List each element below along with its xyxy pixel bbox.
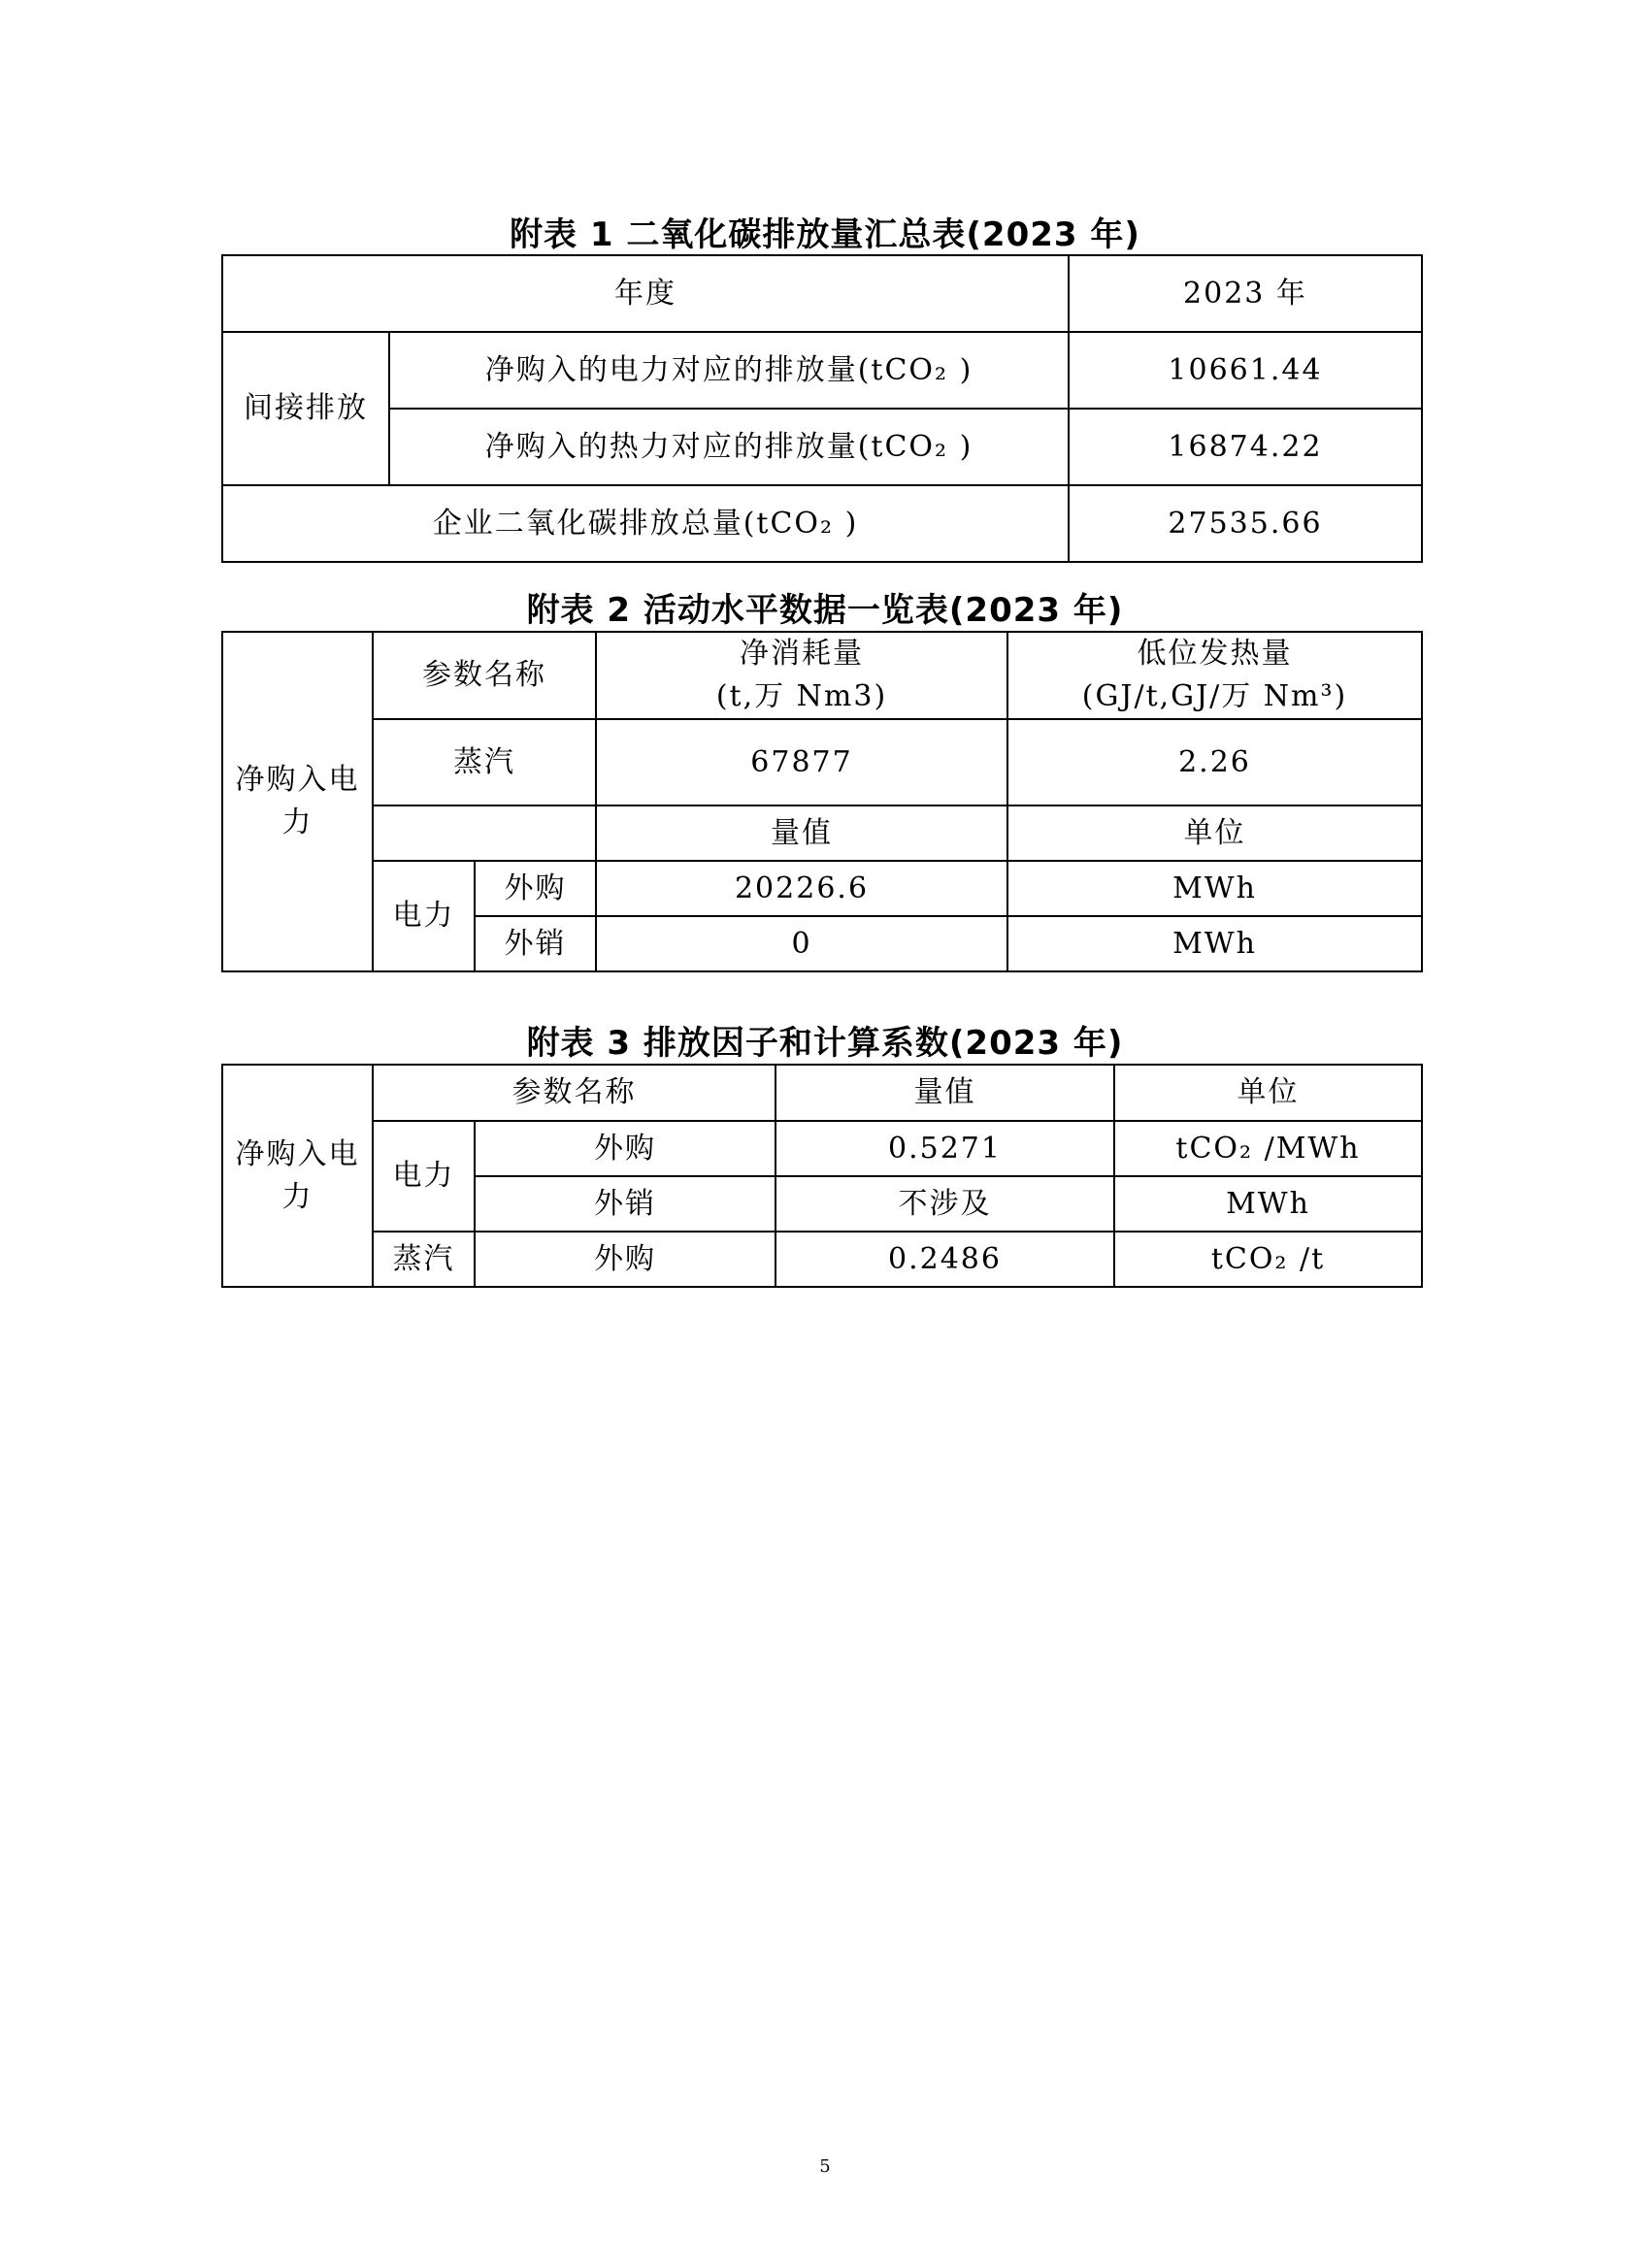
total-emission-label: 企业二氧化碳排放总量(tCO₂ ) bbox=[222, 485, 1069, 562]
sale-factor-unit: MWh bbox=[1114, 1176, 1422, 1232]
group-label-line2: 力 bbox=[281, 805, 314, 839]
steam-consumption-value: 67877 bbox=[596, 719, 1007, 805]
table-row bbox=[222, 255, 1422, 332]
purchase-factor-value: 0.5271 bbox=[776, 1121, 1114, 1176]
steam-purchase-label: 外购 bbox=[475, 1232, 776, 1287]
group-label-line1: 净购入电 bbox=[235, 1136, 360, 1171]
page-number: 5 bbox=[819, 2156, 831, 2177]
purchase-value: 20226.6 bbox=[596, 861, 1007, 916]
indirect-emission-label: 间接排放 bbox=[222, 332, 389, 485]
param-name-header: 参数名称 bbox=[373, 632, 596, 719]
table-row bbox=[222, 409, 1422, 485]
steam-factor-unit: tCO₂ /t bbox=[1114, 1232, 1422, 1287]
power-label: 电力 bbox=[373, 1121, 475, 1232]
calorific-header-line2: (GJ/t,GJ/万 Nm³) bbox=[1081, 679, 1348, 713]
quantity-header: 量值 bbox=[776, 1065, 1114, 1121]
emission-factor-table bbox=[221, 1064, 1423, 1288]
unit-header: 单位 bbox=[1114, 1065, 1422, 1121]
table-row bbox=[222, 632, 1422, 719]
table-row bbox=[222, 861, 1422, 916]
net-consumption-header bbox=[596, 632, 1007, 719]
steam-calorific-value: 2.26 bbox=[1007, 719, 1422, 805]
table-row bbox=[222, 485, 1422, 562]
heat-emission-value: 16874.22 bbox=[1069, 409, 1422, 485]
table-row bbox=[222, 719, 1422, 805]
sale-value: 0 bbox=[596, 916, 1007, 971]
electricity-emission-label: 净购入的电力对应的排放量(tCO₂ ) bbox=[389, 332, 1069, 409]
purchase-factor-unit: tCO₂ /MWh bbox=[1114, 1121, 1422, 1176]
steam-label: 蒸汽 bbox=[373, 1232, 475, 1287]
table-row bbox=[222, 805, 1422, 861]
year-value-cell: 2023 年 bbox=[1069, 255, 1422, 332]
purchase-label: 外购 bbox=[475, 1121, 776, 1176]
steam-label: 蒸汽 bbox=[373, 719, 596, 805]
emission-summary-table bbox=[221, 254, 1423, 563]
table-row bbox=[222, 332, 1422, 409]
quantity-header: 量值 bbox=[596, 805, 1007, 861]
param-name-header: 参数名称 bbox=[373, 1065, 776, 1121]
calorific-header-line1: 低位发热量 bbox=[1137, 637, 1293, 671]
purchase-unit: MWh bbox=[1007, 861, 1422, 916]
purchase-label: 外购 bbox=[475, 861, 596, 916]
sale-label: 外销 bbox=[475, 1176, 776, 1232]
sale-unit: MWh bbox=[1007, 916, 1422, 971]
steam-factor-value: 0.2486 bbox=[776, 1232, 1114, 1287]
table1-title: 附表 1 二氧化碳排放量汇总表(2023 年) bbox=[510, 215, 1140, 254]
group-label-line2: 力 bbox=[281, 1179, 314, 1214]
empty-cell bbox=[373, 805, 596, 861]
sale-label: 外销 bbox=[475, 916, 596, 971]
table3-title: 附表 3 排放因子和计算系数(2023 年) bbox=[526, 1024, 1124, 1063]
consumption-header-line1: 净消耗量 bbox=[740, 637, 864, 671]
power-label: 电力 bbox=[373, 861, 475, 971]
table-row bbox=[222, 1232, 1422, 1287]
heat-emission-label: 净购入的热力对应的排放量(tCO₂ ) bbox=[389, 409, 1069, 485]
electricity-emission-value: 10661.44 bbox=[1069, 332, 1422, 409]
table-row bbox=[222, 1065, 1422, 1121]
group-label-line1: 净购入电 bbox=[235, 763, 360, 797]
net-purchased-power-label bbox=[222, 1065, 373, 1287]
consumption-header-line2: (t,万 Nm3) bbox=[715, 679, 888, 713]
activity-data-table bbox=[221, 631, 1423, 972]
net-purchased-power-label bbox=[222, 632, 373, 971]
calorific-value-header bbox=[1007, 632, 1422, 719]
unit-header: 单位 bbox=[1007, 805, 1422, 861]
table2-title: 附表 2 活动水平数据一览表(2023 年) bbox=[526, 591, 1124, 630]
year-label-cell: 年度 bbox=[222, 255, 1069, 332]
sale-factor-value: 不涉及 bbox=[776, 1176, 1114, 1232]
total-emission-value: 27535.66 bbox=[1069, 485, 1422, 562]
table-row bbox=[222, 1121, 1422, 1176]
